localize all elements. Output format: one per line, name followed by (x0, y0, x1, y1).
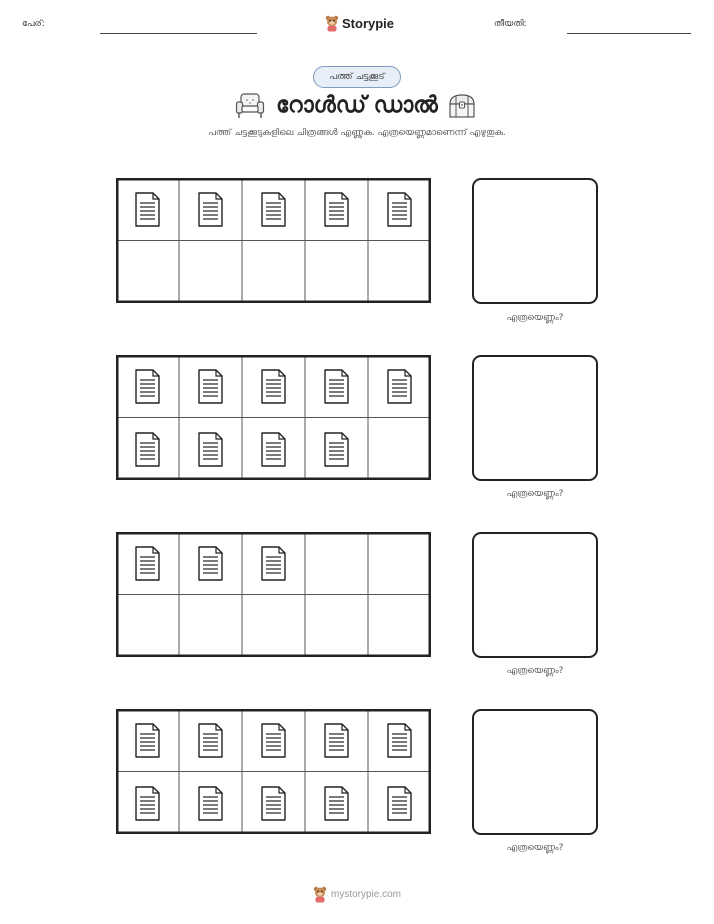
ten-frame-cell (242, 241, 305, 304)
ten-frame-cell (305, 418, 368, 481)
answer-label-4: എത്രയെണ്ണം? (506, 843, 564, 853)
document-icon (259, 785, 288, 822)
ten-frame-cell (242, 178, 305, 241)
ten-frame-cell (179, 709, 242, 772)
ten-frame-3 (116, 532, 431, 657)
date-label: തീയതി: (494, 19, 527, 29)
treasure-chest-icon (447, 92, 477, 120)
document-icon (133, 431, 162, 468)
bear-mascot-icon (325, 14, 339, 32)
answer-box-2[interactable] (472, 355, 598, 481)
document-icon (322, 191, 351, 228)
document-icon (196, 368, 225, 405)
answer-label-2: എത്രയെണ്ണം? (506, 489, 564, 499)
document-icon (259, 191, 288, 228)
ten-frame-cell (305, 241, 368, 304)
ten-frame-cell (116, 709, 179, 772)
document-icon (385, 785, 414, 822)
ten-frame-cell (116, 355, 179, 418)
ten-frame-cell (242, 709, 305, 772)
brand-name: Storypie (342, 15, 395, 31)
document-icon (385, 722, 414, 759)
ten-frame-cell (368, 595, 431, 658)
document-icon (259, 431, 288, 468)
ten-frame-cell (116, 772, 179, 835)
ten-frame-cell (242, 355, 305, 418)
document-icon (196, 722, 225, 759)
ten-frame-cell (305, 595, 368, 658)
ten-frame-cell (368, 418, 431, 481)
ten-frame-cell (179, 532, 242, 595)
ten-frame-cell (179, 595, 242, 658)
bear-mascot-icon (313, 885, 327, 903)
footer-website: mystorypie.com (330, 888, 401, 900)
ten-frame-cell (179, 418, 242, 481)
ten-frame-cell (305, 772, 368, 835)
ten-frame-cell (116, 178, 179, 241)
document-icon (322, 722, 351, 759)
document-icon (259, 545, 288, 582)
footer (0, 884, 714, 904)
ten-frame-cell (116, 241, 179, 304)
document-icon (196, 785, 225, 822)
answer-box-3[interactable] (472, 532, 598, 658)
document-icon (322, 785, 351, 822)
answer-label-1: എത്രയെണ്ണം? (506, 313, 564, 323)
document-icon (133, 785, 162, 822)
ten-frame-cell (368, 355, 431, 418)
document-icon (196, 545, 225, 582)
ten-frame-cell (368, 241, 431, 304)
ten-frame-cell (116, 418, 179, 481)
worksheet-type-badge: പത്ത് ചട്ടക്കൂട് (313, 66, 401, 88)
ten-frame-cell (305, 709, 368, 772)
ten-frame-cell (116, 595, 179, 658)
ten-frame-1 (116, 178, 431, 303)
document-icon (385, 368, 414, 405)
document-icon (196, 431, 225, 468)
ten-frame-cell (242, 595, 305, 658)
document-icon (322, 431, 351, 468)
armchair-icon (235, 92, 265, 120)
ten-frame-cell (368, 772, 431, 835)
ten-frame-4 (116, 709, 431, 834)
ten-frame-2 (116, 355, 431, 480)
name-label: പേര്: (22, 19, 45, 29)
answer-box-1[interactable] (472, 178, 598, 304)
ten-frame-cell (368, 709, 431, 772)
document-icon (133, 368, 162, 405)
document-icon (133, 722, 162, 759)
document-icon (385, 191, 414, 228)
ten-frame-cell (368, 532, 431, 595)
ten-frame-cell (305, 532, 368, 595)
date-line[interactable] (567, 33, 691, 34)
name-line[interactable] (100, 33, 257, 34)
ten-frame-cell (305, 355, 368, 418)
ten-frame-cell (179, 178, 242, 241)
document-icon (259, 722, 288, 759)
answer-label-3: എത്രയെണ്ണം? (506, 666, 564, 676)
document-icon (133, 545, 162, 582)
document-icon (133, 191, 162, 228)
ten-frame-cell (179, 772, 242, 835)
ten-frame-cell (305, 178, 368, 241)
ten-frame-cell (242, 772, 305, 835)
document-icon (196, 191, 225, 228)
document-icon (322, 368, 351, 405)
page-title: റോൾഡ് ഡാൽ (276, 92, 438, 118)
brand-logo (325, 13, 394, 33)
ten-frame-cell (242, 418, 305, 481)
ten-frame-cell (242, 532, 305, 595)
ten-frame-cell (179, 241, 242, 304)
ten-frame-cell (116, 532, 179, 595)
ten-frame-cell (368, 178, 431, 241)
ten-frame-cell (179, 355, 242, 418)
document-icon (259, 368, 288, 405)
instructions-text: പത്ത് ചട്ടക്കൂടുകളിലെ ചിത്രങ്ങൾ എണ്ണുക. എത്രയെണ്ണമാണെന്ന് എഴുതുക. (208, 128, 506, 138)
answer-box-4[interactable] (472, 709, 598, 835)
